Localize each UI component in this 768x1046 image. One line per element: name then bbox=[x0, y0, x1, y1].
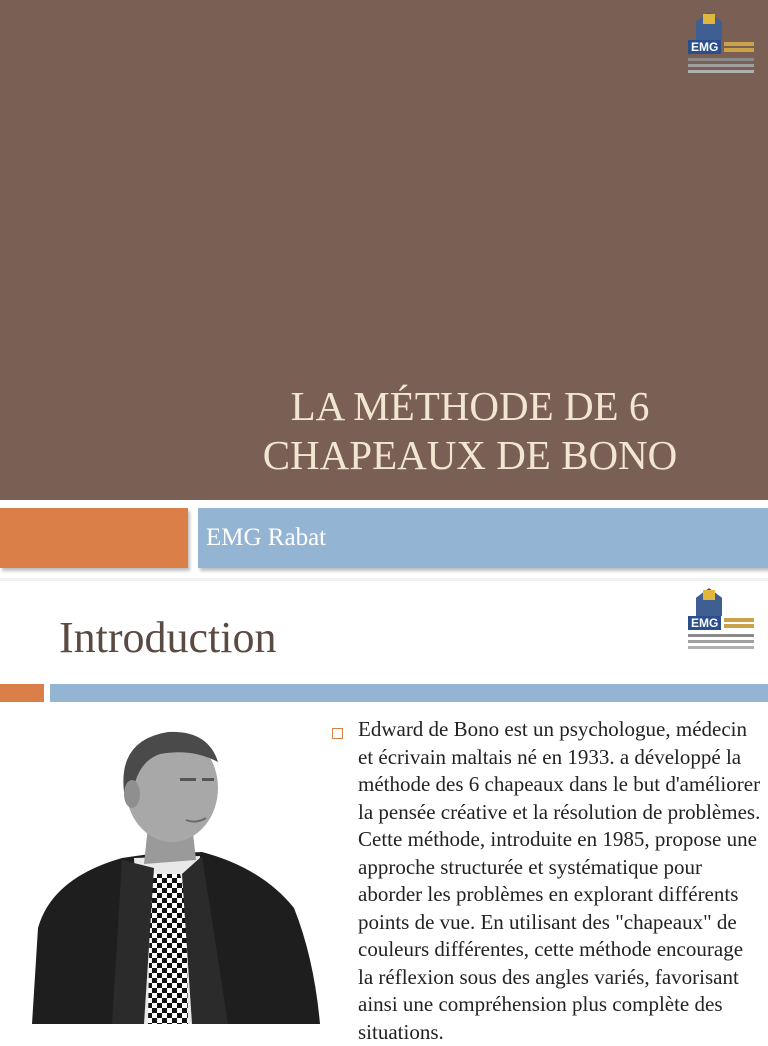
logo-text: EMG bbox=[688, 40, 721, 54]
title-line-1: LA MÉTHODE DE 6 bbox=[290, 383, 650, 429]
slide-title bbox=[220, 382, 720, 480]
logo-text: EMG bbox=[688, 616, 721, 630]
logo-caption-mark bbox=[688, 634, 754, 637]
title-line-2: CHAPEAUX DE BONO bbox=[262, 432, 678, 478]
bullet-square-icon bbox=[332, 728, 343, 739]
slide-divider bbox=[0, 578, 768, 581]
emg-logo bbox=[684, 12, 758, 78]
portrait-photo bbox=[32, 718, 332, 1024]
logo-caption-mark bbox=[688, 58, 754, 61]
accent-bar-orange bbox=[0, 508, 188, 568]
accent-bar-blue bbox=[50, 684, 768, 702]
bullet-item-text: Edward de Bono est un psychologue, médecin et écrivain maltais né en 1933. a développé la méthode des 6 chapeaux dans le but d'améliorer la pensée créative et la résolution de problèmes. Cette méthode, introduite en 1985, propose une approche structurée et systématique pour aborder les problèmes en explorant différents points de vue. En utilisant des "chapeaux" de couleurs différentes, cette méthode encourage la réflexion sous des angles variés, favorisant ainsi une compréhension plus complète des situations. bbox=[358, 717, 761, 1044]
logo-tagline-mark bbox=[724, 618, 754, 622]
slide-subtitle: EMG Rabat bbox=[206, 524, 327, 551]
accent-bar-orange bbox=[0, 684, 44, 702]
bullet-list bbox=[332, 716, 762, 1046]
logo-tagline-mark bbox=[724, 42, 754, 46]
logo-flag-icon bbox=[703, 14, 715, 24]
emg-logo bbox=[684, 588, 758, 656]
logo-flag-icon bbox=[703, 590, 715, 600]
section-heading: Introduction bbox=[59, 613, 277, 662]
